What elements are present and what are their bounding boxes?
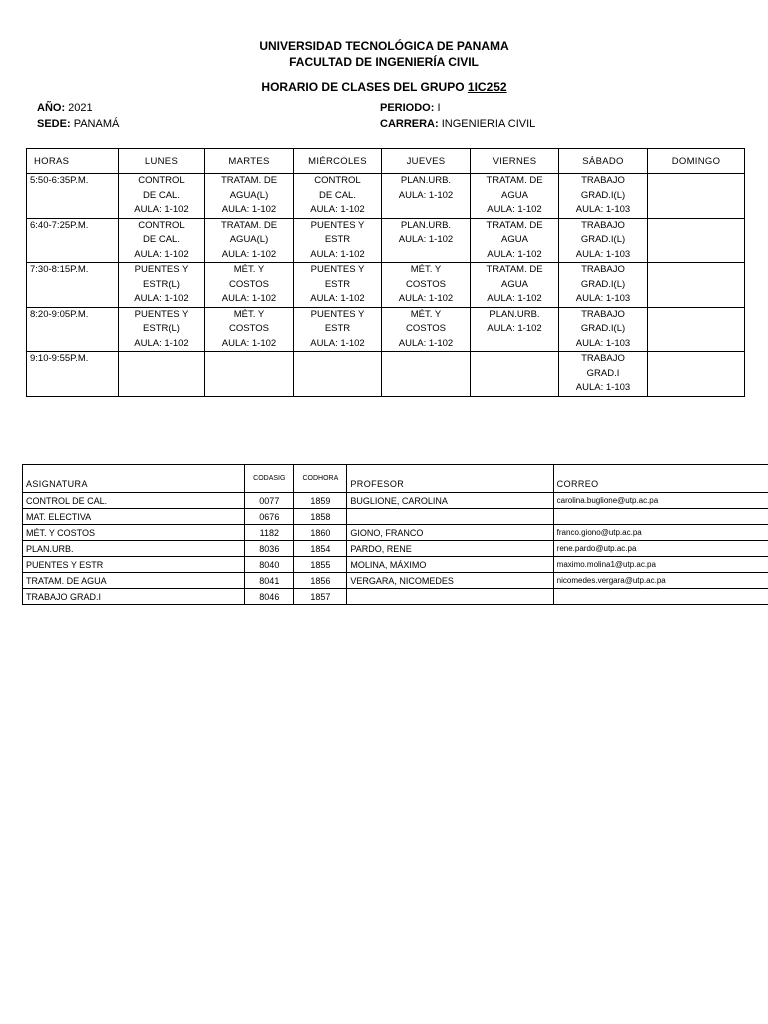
class-cell-line: AULA: 1-103 [575,248,631,260]
periodo-label: PERIODO: [380,102,435,114]
subject-row [23,525,768,541]
subject-row [23,589,768,605]
class-cell-domingo [648,307,745,352]
class-cell-miercoles [294,307,382,352]
class-cell-sabado [559,307,648,352]
faculty-title: FACULTAD DE INGENIERÍA CIVIL [289,55,479,69]
subject-profesor: PARDO, RENE [347,541,553,557]
class-cell-sabado [559,174,648,219]
class-cell-viernes [471,307,559,352]
subject-codasig: 0676 [245,509,294,525]
class-cell-domingo [648,352,745,397]
class-cell-line: AULA: 1-102 [221,337,277,349]
col-header-lunes: LUNES [119,149,205,174]
class-cell-line: AULA: 1-102 [487,204,542,215]
subject-row [23,493,768,509]
subject-correo[interactable]: rene.pardo@utp.ac.pa [553,541,768,557]
subj-col-asignatura: ASIGNATURA [23,465,245,493]
class-cell-martes [205,352,294,397]
class-cell-jueves [382,174,471,219]
class-cell-line: DE CAL. [143,234,180,245]
subject-profesor: BUGLIONE, CAROLINA [347,493,553,509]
subj-col-codasig: CODASIG [245,465,294,493]
subject-correo [553,509,768,525]
class-cell-sabado [559,352,648,397]
class-cell-domingo [648,174,745,219]
class-cell-miercoles [294,218,382,263]
class-cell-line: PLAN.URB. [400,219,452,231]
periodo-info [380,102,441,114]
class-cell-line: PUENTES Y [310,219,365,231]
class-cell-line: AULA: 1-102 [398,189,454,201]
class-cell-line: PUENTES Y [310,264,365,275]
time-slot: 6:40-7:25P.M. [27,218,119,263]
schedule-table [26,148,745,397]
col-header-viernes: VIERNES [471,149,559,174]
class-cell-line: GRAD.I(L) [580,234,626,245]
subjects-header-row [23,465,768,493]
year-label: AÑO: [37,102,66,114]
class-cell-line: COSTOS [229,323,269,334]
class-cell-line: AULA: 1-102 [134,293,189,304]
class-cell-line: AULA: 1-102 [221,204,277,215]
subject-codhora: 1855 [294,557,347,573]
subject-codhora: 1860 [294,525,347,541]
time-slot: 9:10-9:55P.M. [27,352,119,397]
class-cell-line: AGUA [501,189,528,201]
class-cell-line: AULA: 1-103 [575,337,631,349]
class-cell-miercoles [294,352,382,397]
subject-asignatura: TRATAM. DE AGUA [23,573,245,589]
subject-codhora: 1854 [294,541,347,557]
subject-codasig: 1182 [245,525,294,541]
class-cell-line: GRAD.I(L) [580,323,626,334]
class-cell-domingo [648,263,745,308]
class-cell-jueves [382,352,471,397]
class-cell-viernes [471,218,559,263]
subject-profesor [347,509,553,525]
class-cell-martes [205,174,294,219]
carrera-value: INGENIERIA CIVIL [441,118,536,130]
class-cell-line: TRATAM. DE [486,264,543,275]
class-cell-line: GRAD.I [586,367,620,379]
class-cell-line: AULA: 1-102 [487,248,542,260]
subject-row [23,509,768,525]
subjects-table [22,464,768,605]
class-cell-line: AULA: 1-102 [398,293,454,304]
class-cell-viernes [471,174,559,219]
university-title: UNIVERSIDAD TECNOLÓGICA DE PANAMA [259,39,509,53]
class-cell-line: AULA: 1-102 [398,337,454,349]
subject-asignatura: MÉT. Y COSTOS [23,525,245,541]
schedule-row [27,174,745,219]
class-cell-sabado [559,218,648,263]
subject-asignatura: PLAN.URB. [23,541,245,557]
subject-codasig: 8036 [245,541,294,557]
schedule-row [27,218,745,263]
time-slot: 5:50-6:35P.M. [27,174,119,219]
class-cell-line: AULA: 1-102 [134,248,189,260]
class-cell-line: GRAD.I(L) [580,278,626,290]
class-cell-jueves [382,307,471,352]
class-cell-line: PUENTES Y [134,264,189,275]
class-cell-jueves [382,263,471,308]
periodo-value: I [437,102,441,114]
class-cell-line: TRATAM. DE [486,219,543,231]
class-cell-line: PUENTES Y [310,308,365,320]
sede-label: SEDE: [37,118,71,130]
class-cell-line: PUENTES Y [134,308,189,320]
class-cell-line: AULA: 1-102 [487,293,542,304]
class-cell-line: ESTR [324,234,351,245]
class-cell-line: GRAD.I(L) [580,189,626,201]
class-cell-line: AGUA(L) [229,234,269,245]
class-cell-lunes [119,307,205,352]
class-cell-line: TRATAM. DE [486,175,543,186]
year-info [37,102,93,114]
class-cell-line: AGUA [501,234,528,245]
class-cell-line: AULA: 1-103 [575,293,631,304]
subject-asignatura: CONTROL DE CAL. [23,493,245,509]
class-cell-miercoles [294,263,382,308]
class-cell-viernes [471,263,559,308]
class-cell-line: ESTR [324,278,351,290]
subject-codasig: 8040 [245,557,294,573]
class-cell-line: AULA: 1-102 [221,248,277,260]
class-cell-line: ESTR [324,323,351,334]
subject-asignatura: PUENTES Y ESTR [23,557,245,573]
subject-row [23,541,768,557]
subject-asignatura: MAT. ELECTIVA [23,509,245,525]
class-cell-line: TRABAJO [581,219,625,231]
col-header-jueves: JUEVES [382,149,471,174]
group-code: 1IC252 [467,80,507,94]
subject-codhora: 1859 [294,493,347,509]
class-cell-line: AULA: 1-102 [134,337,189,349]
class-cell-line: AULA: 1-102 [487,323,542,334]
subj-col-codhora: CODHORA [294,465,347,493]
subject-codasig: 8041 [245,573,294,589]
subject-codhora: 1856 [294,573,347,589]
class-cell-line: AULA: 1-102 [398,234,454,245]
col-header-horas: HORAS [27,149,119,174]
schedule-header-row [27,149,745,174]
class-cell-line: TRABAJO [581,353,625,364]
carrera-label: CARRERA: [380,118,439,130]
time-slot: 8:20-9:05P.M. [27,307,119,352]
subj-col-profesor: PROFESOR [347,465,553,493]
class-cell-line: MÉT. Y [410,264,442,275]
col-header-martes: MARTES [205,149,294,174]
class-cell-martes [205,218,294,263]
class-cell-lunes [119,352,205,397]
class-cell-line: AULA: 1-102 [134,204,189,215]
class-cell-line: CONTROL [314,175,361,186]
subject-profesor: VERGARA, NICOMEDES [347,573,553,589]
class-cell-sabado [559,263,648,308]
subject-codasig: 8046 [245,589,294,605]
subject-profesor: GIONO, FRANCO [347,525,553,541]
class-cell-line: AGUA(L) [229,189,269,201]
class-cell-line: COSTOS [406,278,446,290]
class-cell-line: AULA: 1-102 [310,337,365,349]
class-cell-line: TRATAM. DE [220,219,278,231]
class-cell-martes [205,307,294,352]
class-cell-lunes [119,218,205,263]
sede-value: PANAMÁ [73,118,120,130]
class-cell-line: AULA: 1-103 [575,382,631,393]
schedule-row [27,352,745,397]
class-cell-jueves [382,218,471,263]
class-cell-line: COSTOS [406,323,446,334]
subject-correo[interactable]: carolina.buglione@utp.ac.pa [553,493,768,509]
class-cell-line: MÉT. Y [233,264,265,275]
schedule-row [27,263,745,308]
class-cell-line: AULA: 1-102 [310,204,365,215]
class-cell-lunes [119,174,205,219]
class-cell-line: AULA: 1-102 [310,248,365,260]
sede-info [37,118,119,130]
class-cell-line: MÉT. Y [410,308,442,320]
schedule-title-prefix: HORARIO DE CLASES DEL GRUPO [261,80,465,94]
class-cell-line: PLAN.URB. [489,308,540,320]
class-cell-line: AULA: 1-103 [575,204,631,215]
class-cell-line: DE CAL. [143,189,180,201]
subject-correo[interactable]: maximo.molina1@utp.ac.pa [553,557,768,573]
class-cell-line: CONTROL [138,175,185,186]
subject-correo[interactable]: franco.giono@utp.ac.pa [553,525,768,541]
schedule-title [0,80,768,94]
class-cell-line: TRABAJO [581,308,625,320]
subject-correo [553,589,768,605]
class-cell-line: ESTR(L) [143,278,180,290]
class-cell-domingo [648,218,745,263]
year-value: 2021 [68,102,93,114]
class-cell-line: AULA: 1-102 [221,293,277,304]
subj-col-correo: CORREO [553,465,768,493]
subject-row [23,573,768,589]
col-header-miercoles: MIÉRCOLES [294,149,382,174]
class-cell-line: MÉT. Y [233,308,265,320]
subject-codhora: 1858 [294,509,347,525]
class-cell-line: ESTR(L) [143,323,180,334]
class-cell-miercoles [294,174,382,219]
class-cell-line: TRATAM. DE [220,175,278,186]
class-cell-martes [205,263,294,308]
subject-codhora: 1857 [294,589,347,605]
class-cell-line: AGUA [501,278,528,290]
subject-profesor [347,589,553,605]
schedule-row [27,307,745,352]
class-cell-line: TRABAJO [581,264,625,275]
carrera-info [380,118,535,130]
class-cell-line: DE CAL. [319,189,356,201]
class-cell-line: PLAN.URB. [400,175,452,186]
subject-asignatura: TRABAJO GRAD.I [23,589,245,605]
class-cell-line: CONTROL [138,219,185,231]
col-header-sabado: SÁBADO [559,149,648,174]
subject-correo[interactable]: nicomedes.vergara@utp.ac.pa [553,573,768,589]
time-slot: 7:30-8:15P.M. [27,263,119,308]
class-cell-line: TRABAJO [581,175,625,186]
class-cell-line: COSTOS [229,278,269,290]
col-header-domingo: DOMINGO [648,149,745,174]
subject-profesor: MOLINA, MÁXIMO [347,557,553,573]
class-cell-viernes [471,352,559,397]
subject-codasig: 0077 [245,493,294,509]
class-cell-lunes [119,263,205,308]
class-cell-line: AULA: 1-102 [310,293,365,304]
subject-row [23,557,768,573]
